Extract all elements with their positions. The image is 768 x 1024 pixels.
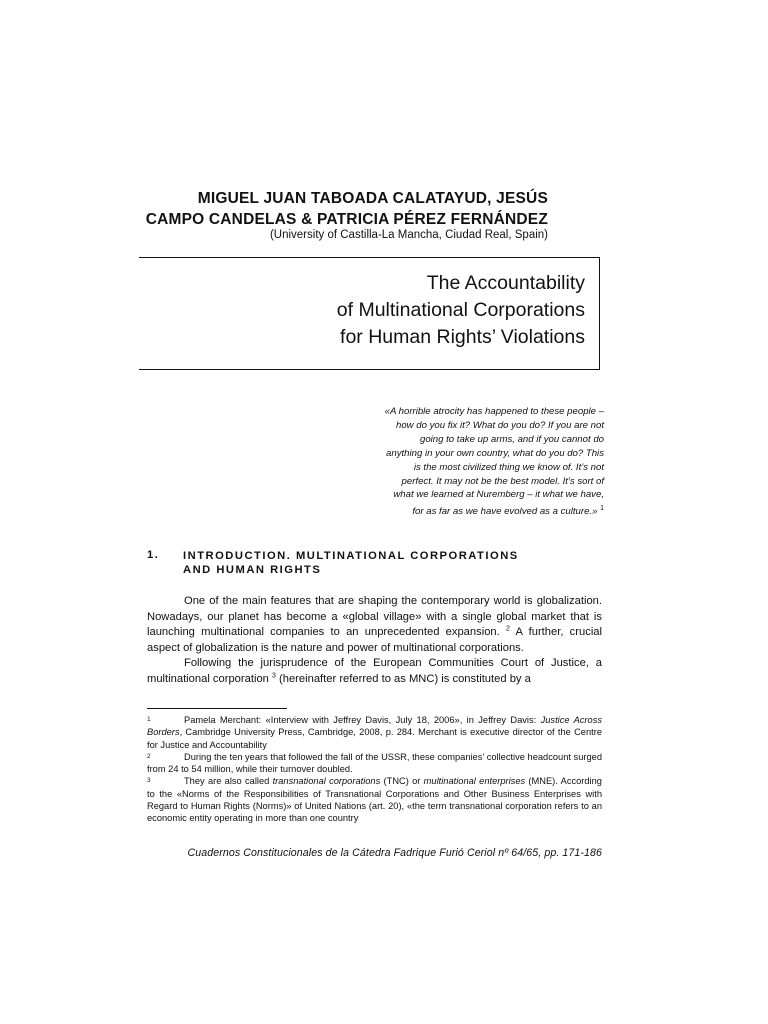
footnote-text: They are also called [184,776,273,787]
body-text [147,594,602,687]
title-line-2: of Multinational Corporations [336,299,585,321]
paragraph-text: Following the jurisprudence of the European Communities Court of Justice, a multinational corporation [147,657,602,685]
section-heading-line-1: INTRODUCTION. MULTINATIONAL CORPORATIONS [183,550,519,562]
footnote-reference[interactable]: 1 [600,505,604,513]
epigraph-line: «A horrible atrocity has happened to these people – [384,406,604,417]
section-heading [183,549,603,577]
footnote-text: (MNE). According to the «Norms of the Responsibilities of Transnational Corporations and Other Business Enterprises with Regard to Human Rights (Norms)» of United Nations (art. 20), «the term transnational corporation refers to an economic entity operating in more than one country [147,776,602,824]
footnote-text: During the ten years that followed the fall of the USSR, these companies’ collective headcount surged from 24 to 54 million, while their turnover doubled. [147,751,602,775]
paragraph-text: (hereinafter referred to as MNC) is constituted by a [275,672,531,685]
epigraph-line: anything in your own country, what do you do? This [386,447,604,459]
footnote [147,751,602,776]
title-box-bottom-rule [139,369,600,370]
title-line-3: for Human Rights’ Violations [340,326,585,348]
paragraph [147,656,602,687]
epigraph-line: what we learned at Nuremberg – it what we have, [393,489,604,501]
footnote-italic: transnational corporations [272,776,381,787]
epigraph-line: for as far as we have evolved as a culture.» [412,506,598,518]
affiliation: (University of Castilla-La Mancha, Ciudad Real, Spain) [269,229,548,241]
footnote [147,775,602,824]
epigraph-line: perfect. It may not be the best model. It’s sort of [401,475,604,487]
paragraph [147,594,602,656]
footnote-italic: multinational enterprises [423,776,526,787]
footnote-number: 1 [147,716,151,723]
title-line-1: The Accountability [426,272,585,294]
authors-line-2: CAMPO CANDELAS & PATRICIA PÉREZ FERNÁNDEZ [145,211,548,228]
footnote-text: (TNC) or [380,776,424,787]
title-box-top-rule [139,257,600,258]
paragraph-text: A further, crucial aspect of globalization is the nature and power of multinational corporations. [147,626,603,654]
authors-line-1: MIGUEL JUAN TABOADA CALATAYUD, JESÚS [197,190,548,207]
footnote-number: 3 [147,777,151,785]
footnote-reference[interactable]: 3 [272,671,276,679]
footnote-text: , Cambridge University Press, Cambridge, 2008, p. 284. Merchant is executive director of the Centre for Justice and Accountability [147,727,602,750]
epigraph-quote [360,405,604,519]
footnotes [147,714,602,825]
epigraph-line: going to take up arms, and if you cannot do [419,433,604,445]
footnote-separator [147,708,287,709]
section-heading-line-2: AND HUMAN RIGHTS [183,564,322,576]
epigraph-line-last [360,502,604,519]
title-box-right-rule [599,257,600,369]
article-title [160,270,585,351]
journal-footer: Cuadernos Constitucionales de la Cátedra Fadrique Furió Ceriol nº 64/65, pp. 171-186 [187,847,602,859]
footnote-number: 2 [147,752,151,760]
footnote-text: Pamela Merchant: «Interview with Jeffrey Davis, July 18, 2006», in Jeffrey Davis: [184,715,541,725]
epigraph-line: how do you fix it? What do you do? If you are not [396,419,604,431]
section-number: 1. [147,549,160,561]
footnote [147,714,602,751]
authors [140,188,548,230]
footnote-italic: Justice Across Borders [147,715,602,738]
paragraph-text: One of the main features that are shaping the contemporary world is globalization. Nowadays, our planet has become a «global village» with a single global market that is launching multinational companies to an unprecedented expansion. [147,595,602,638]
epigraph-line: is the most civilized thing we know of. It’s not [413,461,604,473]
footnote-reference[interactable]: 2 [506,625,510,633]
